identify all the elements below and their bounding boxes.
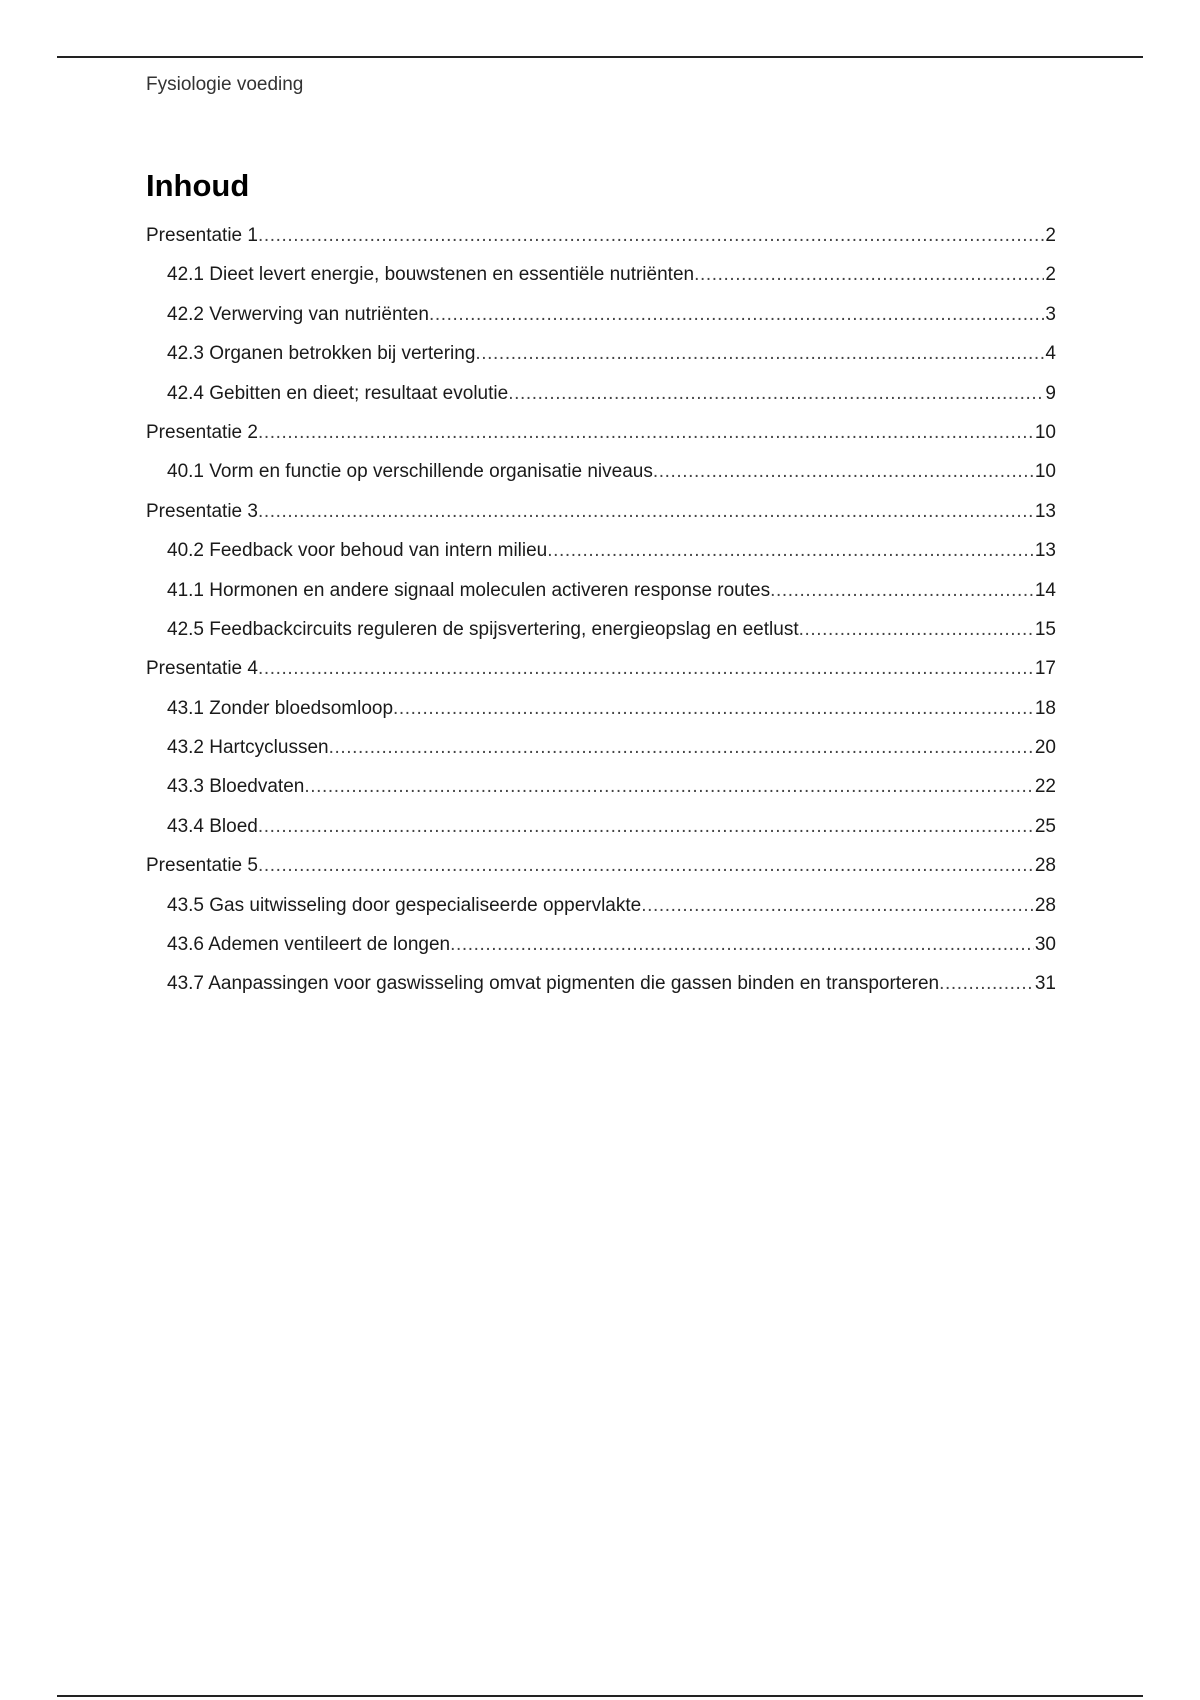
toc-dot-leader [799,610,1034,649]
toc-entry-label: 43.4 Bloed [167,815,258,837]
toc-entry-page-number: 13 [1034,500,1056,522]
toc-entry-page-number: 2 [1045,225,1056,246]
toc-entry-label: 43.7 Aanpassingen voor gaswisseling omvat pigmenten die gassen binden en transporteren [167,973,940,995]
toc-entry[interactable] [146,807,1056,846]
header-rule [57,56,1143,58]
toc-entry-page-number: 9 [1045,382,1056,404]
toc-entry-label: Presentatie 2 [146,421,258,443]
toc-entry[interactable] [146,334,1056,373]
toc-entry-label: Presentatie 1 [146,225,258,246]
toc-dot-leader [694,255,1044,294]
toc-entry[interactable] [146,216,1056,255]
toc-entry-page-number: 30 [1034,934,1056,956]
toc-entry-page-number: 25 [1034,815,1056,837]
toc-title: Inhoud [146,168,250,203]
toc-dot-leader [508,374,1044,413]
toc-entry[interactable] [146,964,1056,1003]
toc-entry[interactable] [146,689,1056,728]
toc-entry-label: 40.1 Vorm en functie op verschillende organisatie niveaus [167,461,653,483]
toc-entry-label: 43.2 Hartcyclussen [167,737,329,759]
toc-entry[interactable] [146,649,1056,688]
running-header: Fysiologie voeding [146,74,304,95]
toc-entry-page-number: 31 [1034,973,1056,995]
toc-entry[interactable] [146,295,1056,334]
toc-dot-leader [258,649,1034,688]
toc-dot-leader [770,571,1034,610]
toc-entry-label: 40.2 Feedback voor behoud van intern milieu [167,540,548,562]
toc-dot-leader [258,413,1034,452]
toc-dot-leader [258,492,1034,531]
toc-entry[interactable] [146,728,1056,767]
toc-entry-page-number: 10 [1034,461,1056,483]
toc-entry-label: 43.6 Ademen ventileert de longen [167,934,451,956]
toc-entry-label: 42.2 Verwerving van nutriënten [167,303,429,325]
toc-entry[interactable] [146,886,1056,925]
toc-entry-page-number: 3 [1045,303,1056,325]
toc-dot-leader [641,886,1034,925]
toc-dot-leader [653,452,1034,491]
toc-entry-page-number: 20 [1034,737,1056,759]
toc-entry[interactable] [146,925,1056,964]
toc-entry-label: 43.3 Bloedvaten [167,776,305,798]
toc-entry-page-number: 28 [1034,894,1056,916]
toc-dot-leader [429,295,1044,334]
footer-rule [57,1695,1143,1697]
toc-entry-page-number: 13 [1034,540,1056,562]
toc-dot-leader [258,807,1034,846]
toc-entry-label: 42.5 Feedbackcircuits reguleren de spijsvertering, energieopslag en eetlust [167,618,799,640]
toc-entry[interactable] [146,531,1056,570]
toc-entry[interactable] [146,767,1056,806]
toc-dot-leader [939,964,1034,1003]
toc-entry-label: 42.3 Organen betrokken bij vertering [167,343,476,365]
toc-entry-label: 41.1 Hormonen en andere signaal moleculen activeren response routes [167,579,771,601]
toc-dot-leader [304,767,1034,806]
toc-dot-leader [475,334,1044,373]
toc-entry[interactable] [146,413,1056,452]
toc-entry[interactable] [146,846,1056,885]
toc-entry[interactable] [146,492,1056,531]
toc-entry-page-number: 10 [1034,421,1056,443]
toc-entry-page-number: 15 [1034,618,1056,640]
toc-entry-page-number: 4 [1045,343,1056,365]
toc-entry-label: 43.5 Gas uitwisseling door gespecialiseerde oppervlakte [167,894,642,916]
toc-entry-label: 42.4 Gebitten en dieet; resultaat evolutie [167,382,509,404]
toc-dot-leader [258,216,1044,255]
table-of-contents [146,216,1056,1004]
toc-entry[interactable] [146,374,1056,413]
toc-entry-label: 43.1 Zonder bloedsomloop [167,697,394,719]
toc-dot-leader [329,728,1034,767]
toc-dot-leader [258,846,1034,885]
toc-entry-label: Presentatie 5 [146,855,258,877]
toc-entry[interactable] [146,452,1056,491]
toc-entry-page-number: 14 [1034,579,1056,601]
toc-entry-label: Presentatie 4 [146,658,258,680]
toc-entry-page-number: 22 [1034,776,1056,798]
toc-dot-leader [547,531,1034,570]
toc-entry-page-number: 18 [1034,697,1056,719]
toc-entry-label: Presentatie 3 [146,500,258,522]
toc-entry-page-number: 2 [1045,264,1056,286]
toc-entry[interactable] [146,571,1056,610]
toc-entry[interactable] [146,255,1056,294]
toc-dot-leader [450,925,1034,964]
toc-dot-leader [393,689,1034,728]
toc-entry[interactable] [146,610,1056,649]
toc-entry-page-number: 17 [1034,658,1056,680]
toc-entry-label: 42.1 Dieet levert energie, bouwstenen en essentiële nutriënten [167,264,695,286]
toc-entry-page-number: 28 [1034,855,1056,877]
